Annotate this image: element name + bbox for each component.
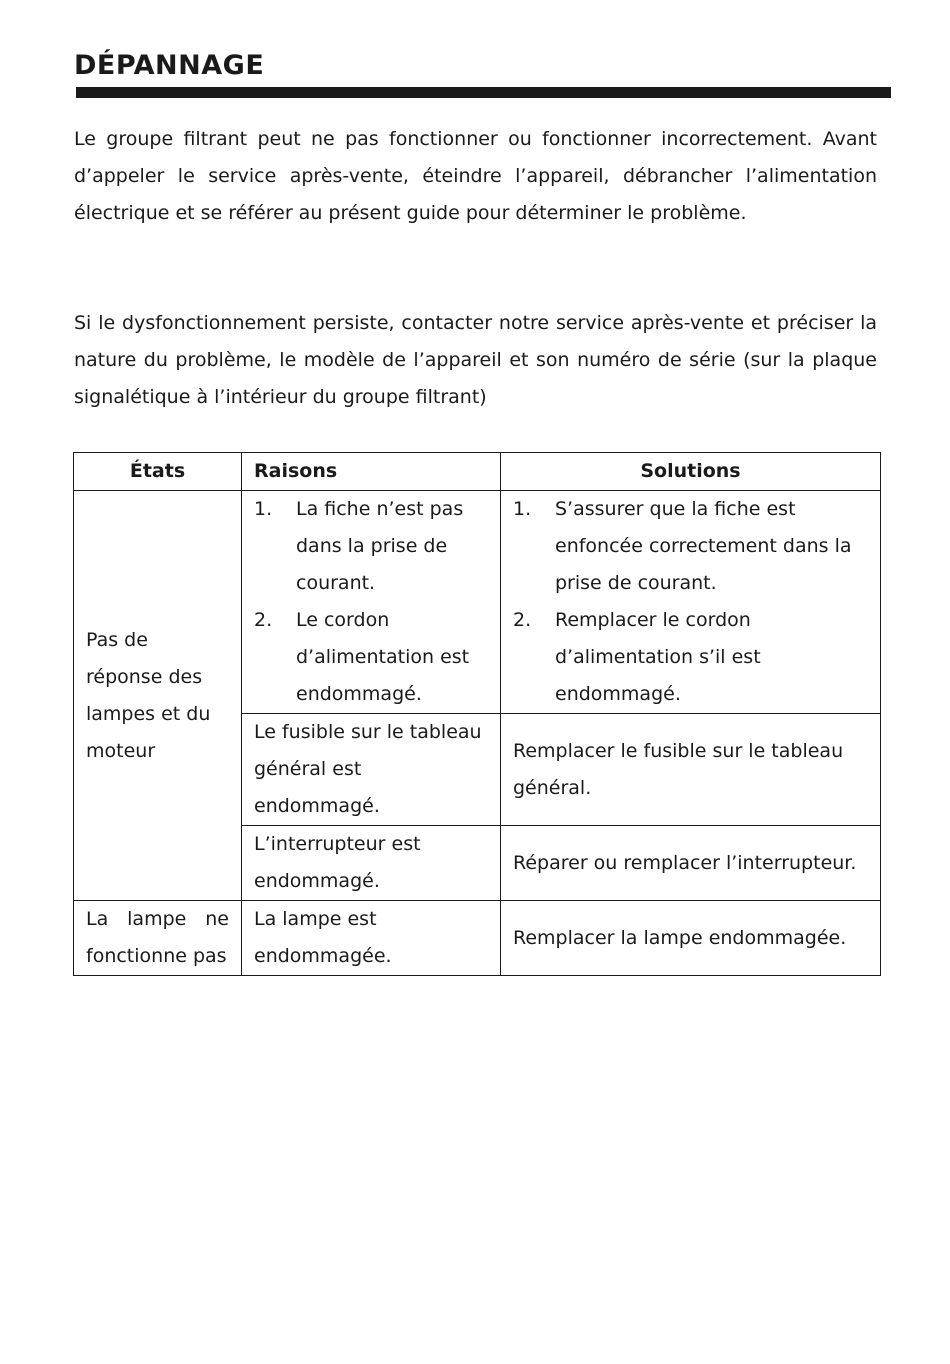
solutions-cell: Remplacer le fusible sur le tableau général. [501, 714, 881, 826]
raisons-cell: L’interrupteur est endommagé. [242, 826, 501, 901]
page-title: DÉPANNAGE [74, 50, 265, 81]
raisons-cell [242, 491, 501, 714]
list-item [513, 491, 868, 602]
list-item [254, 602, 488, 713]
raisons-cell: Le fusible sur le tableau général est endommagé. [242, 714, 501, 826]
title-divider [76, 87, 891, 98]
list-number: 2. [513, 609, 532, 631]
etat-cell-no-response: Pas de réponse des lampes et du moteur [74, 491, 242, 901]
solutions-cell: Réparer ou remplacer l’interrupteur. [501, 826, 881, 901]
list-number: 1. [254, 498, 273, 520]
troubleshooting-table [73, 452, 881, 976]
raisons-cell: La lampe est endommagée. [242, 901, 501, 976]
table-row [74, 491, 881, 714]
contact-paragraph: Si le dysfonctionnement persiste, contacter notre service après-vente et préciser la nature du problème, le modèle de l’appareil et son numéro de série (sur la plaque signalétique à l’intérieur du groupe filtrant) [74, 312, 877, 408]
table-row [74, 901, 881, 976]
table-header-row [74, 453, 881, 491]
header-raisons: Raisons [242, 453, 501, 491]
solutions-cell [501, 491, 881, 714]
list-number: 1. [513, 498, 532, 520]
list-text: Le cordon d’alimentation est endommagé. [296, 609, 470, 705]
list-number: 2. [254, 609, 273, 631]
etat-cell-lamp: La lampe ne fonctionne pas [74, 901, 242, 976]
raisons-list [254, 491, 488, 713]
list-text: S’assurer que la fiche est enfoncée correctement dans la prise de courant. [555, 498, 852, 594]
list-text: Remplacer le cordon d’alimentation s’il est endommagé. [555, 609, 761, 705]
intro-paragraph: Le groupe filtrant peut ne pas fonctionner ou fonctionner incorrectement. Avant d’appeler le service après-vente, éteindre l’appareil, débrancher l’alimentation électrique et se référer au présent guide pour déterminer le problème. [74, 128, 877, 224]
header-etats: États [74, 453, 242, 491]
list-item [254, 491, 488, 602]
solutions-cell: Remplacer la lampe endommagée. [501, 901, 881, 976]
list-text: La fiche n’est pas dans la prise de courant. [296, 498, 464, 594]
solutions-list [513, 491, 868, 713]
list-item [513, 602, 868, 713]
header-solutions: Solutions [501, 453, 881, 491]
